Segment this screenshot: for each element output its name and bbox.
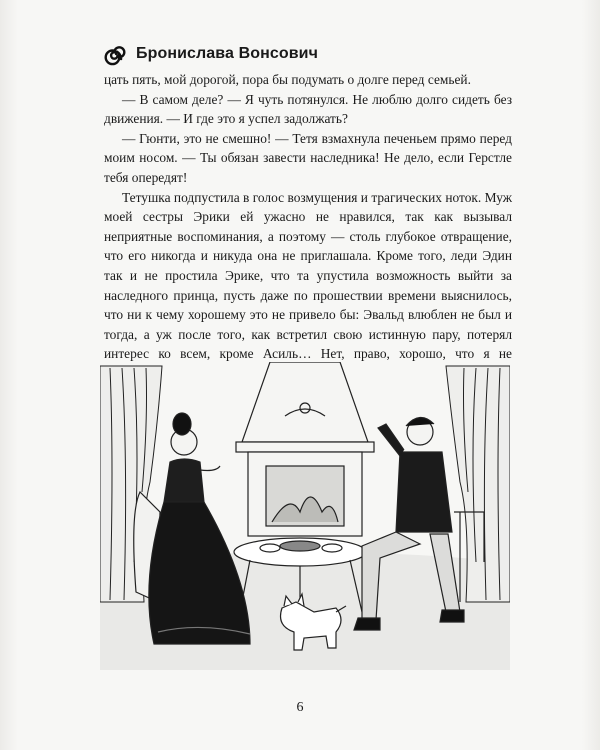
body-text xyxy=(104,70,512,403)
paragraph: — Гюнти, это не смешно! — Тетя взмахнула печеньем прямо перед моим носом. — Ты обязан завести наследника! Не дело, если Герстле тебя опередят! xyxy=(104,130,512,185)
spiral-icon xyxy=(104,42,128,66)
running-header xyxy=(104,40,318,68)
illustration xyxy=(100,362,510,670)
paragraph: цать пять, мой дорогой, пора бы подумать о долге перед семьей. xyxy=(104,72,471,87)
paragraph: — В самом деле? — Я чуть потянулся. Не люблю долго сидеть без движения. — И где это я успел задолжать? xyxy=(104,91,512,127)
paragraph: Тетушка подпустила в голос возмущения и трагических ноток. Муж моей сестры Эрики ей ужасно не нравился, так как вызывал неприятные воспоминания, а поэтому — столь глубокое отвращение, что его никогда и никуда она не приглашала. Кроме того, леди Эдин так и не простила Эрике, что та упустила возможность выйти за наследного принца, пусть даже по прошествии времени выяснилось, что ни к чему хорошему это не привело бы: Эвальд влюблен не был и тогда, а уж после того, как встретил свою истинную пару, потерял интерес ко всем, кроме Асиль… Нет, право, хорошо, что я не xyxy=(104,189,512,362)
author-name: Бронислава Вонсович xyxy=(136,45,319,62)
page-number: 6 xyxy=(296,700,304,715)
